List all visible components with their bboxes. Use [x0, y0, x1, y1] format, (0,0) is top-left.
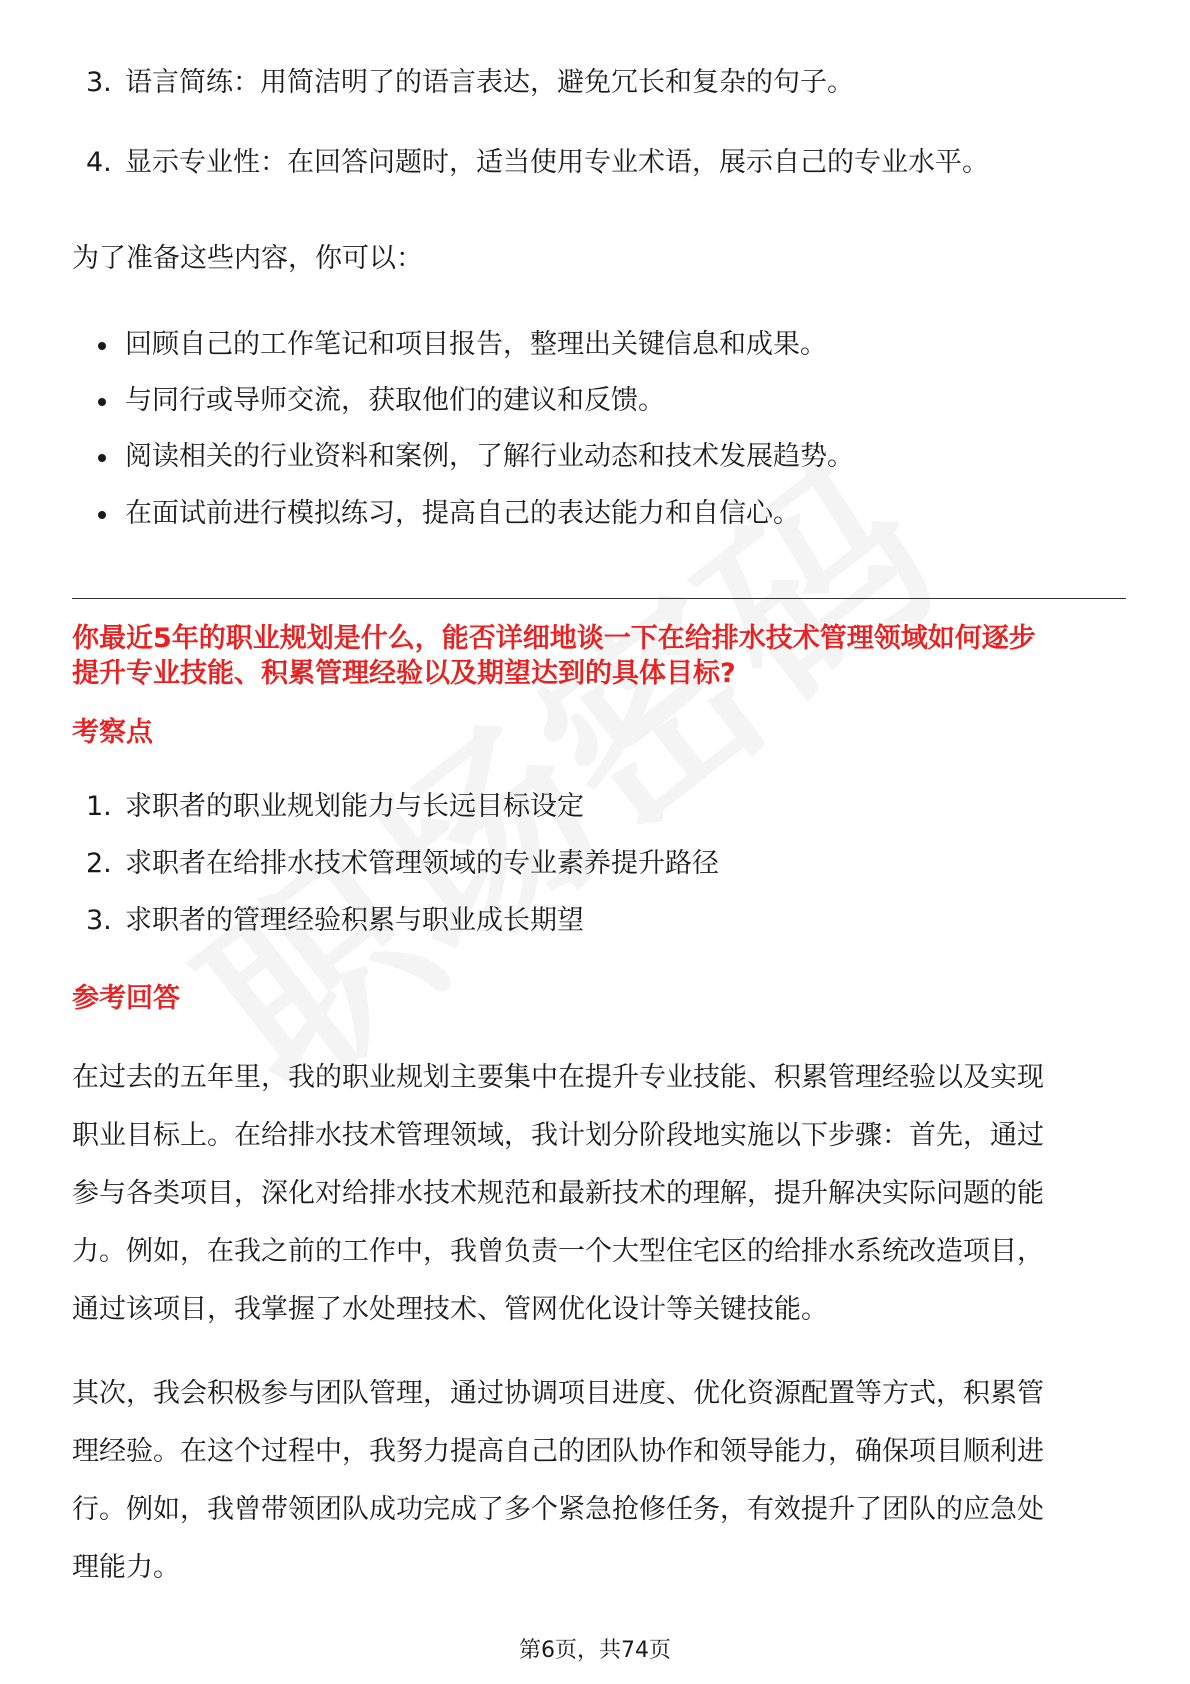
- bullet-dot: [98, 342, 106, 350]
- list-text: 求职者的管理经验积累与职业成长期望: [125, 905, 584, 936]
- answer-p2-line: 理能力。: [72, 1552, 180, 1583]
- list-item: [0, 847, 1190, 881]
- page-footer: 第6页，共74页: [519, 1638, 671, 1663]
- list-item: [0, 66, 1190, 100]
- list-text: 求职者在给排水技术管理领域的专业素养提升路径: [125, 848, 719, 879]
- bullet-item: [0, 440, 1190, 474]
- answer-p1-line: 力。例如，在我之前的工作中，我曾负责一个大型住宅区的给排水系统改造项目，: [72, 1236, 1044, 1267]
- bullet-item: [0, 497, 1190, 531]
- focus-heading: 考察点: [72, 717, 153, 748]
- answer-p1-line: 在过去的五年里，我的职业规划主要集中在提升专业技能、积累管理经验以及实现: [72, 1062, 1044, 1093]
- answer-p2-line: 行。例如，我曾带领团队成功完成了多个紧急抢修任务，有效提升了团队的应急处: [72, 1494, 1044, 1525]
- list-text: 语言简练：用简洁明了的语言表达，避免冗长和复杂的句子。: [125, 67, 854, 98]
- list-item: [0, 146, 1190, 180]
- answer-p1-line: 职业目标上。在给排水技术管理领域，我计划分阶段地实施以下步骤：首先，通过: [72, 1120, 1044, 1151]
- list-text: 显示专业性：在回答问题时，适当使用专业术语，展示自己的专业水平。: [125, 147, 989, 178]
- question-line-2: 提升专业技能、积累管理经验以及期望达到的具体目标?: [72, 658, 736, 689]
- list-number: 1.: [86, 791, 112, 822]
- question-line-1: 你最近5年的职业规划是什么，能否详细地谈一下在给排水技术管理领域如何逐步: [72, 623, 1036, 654]
- bullet-item: [0, 328, 1190, 362]
- section-divider: [72, 598, 1126, 599]
- bullet-dot: [98, 454, 106, 462]
- answer-heading: 参考回答: [72, 983, 180, 1014]
- list-text: 求职者的职业规划能力与长远目标设定: [125, 791, 584, 822]
- answer-p2-line: 理经验。在这个过程中，我努力提高自己的团队协作和领导能力，确保项目顺利进: [72, 1436, 1044, 1467]
- bullet-text: 回顾自己的工作笔记和项目报告，整理出关键信息和成果。: [125, 329, 827, 360]
- answer-p1-line: 参与各类项目，深化对给排水技术规范和最新技术的理解，提升解决实际问题的能: [72, 1178, 1044, 1209]
- answer-p1-line: 通过该项目，我掌握了水处理技术、管网优化设计等关键技能。: [72, 1294, 828, 1325]
- list-item: [0, 790, 1190, 824]
- bullet-dot: [98, 398, 106, 406]
- bullet-text: 在面试前进行模拟练习，提高自己的表达能力和自信心。: [125, 498, 800, 529]
- prep-intro: 为了准备这些内容，你可以：: [72, 243, 423, 274]
- bullet-text: 阅读相关的行业资料和案例，了解行业动态和技术发展趋势。: [125, 441, 854, 472]
- answer-p2-line: 其次，我会积极参与团队管理，通过协调项目进度、优化资源配置等方式，积累管: [72, 1378, 1044, 1409]
- list-item: [0, 904, 1190, 938]
- bullet-text: 与同行或导师交流，获取他们的建议和反馈。: [125, 385, 665, 416]
- list-number: 3.: [86, 67, 112, 98]
- bullet-item: [0, 384, 1190, 418]
- list-number: 2.: [86, 848, 112, 879]
- list-number: 4.: [86, 147, 112, 178]
- bullet-dot: [98, 511, 106, 519]
- list-number: 3.: [86, 905, 112, 936]
